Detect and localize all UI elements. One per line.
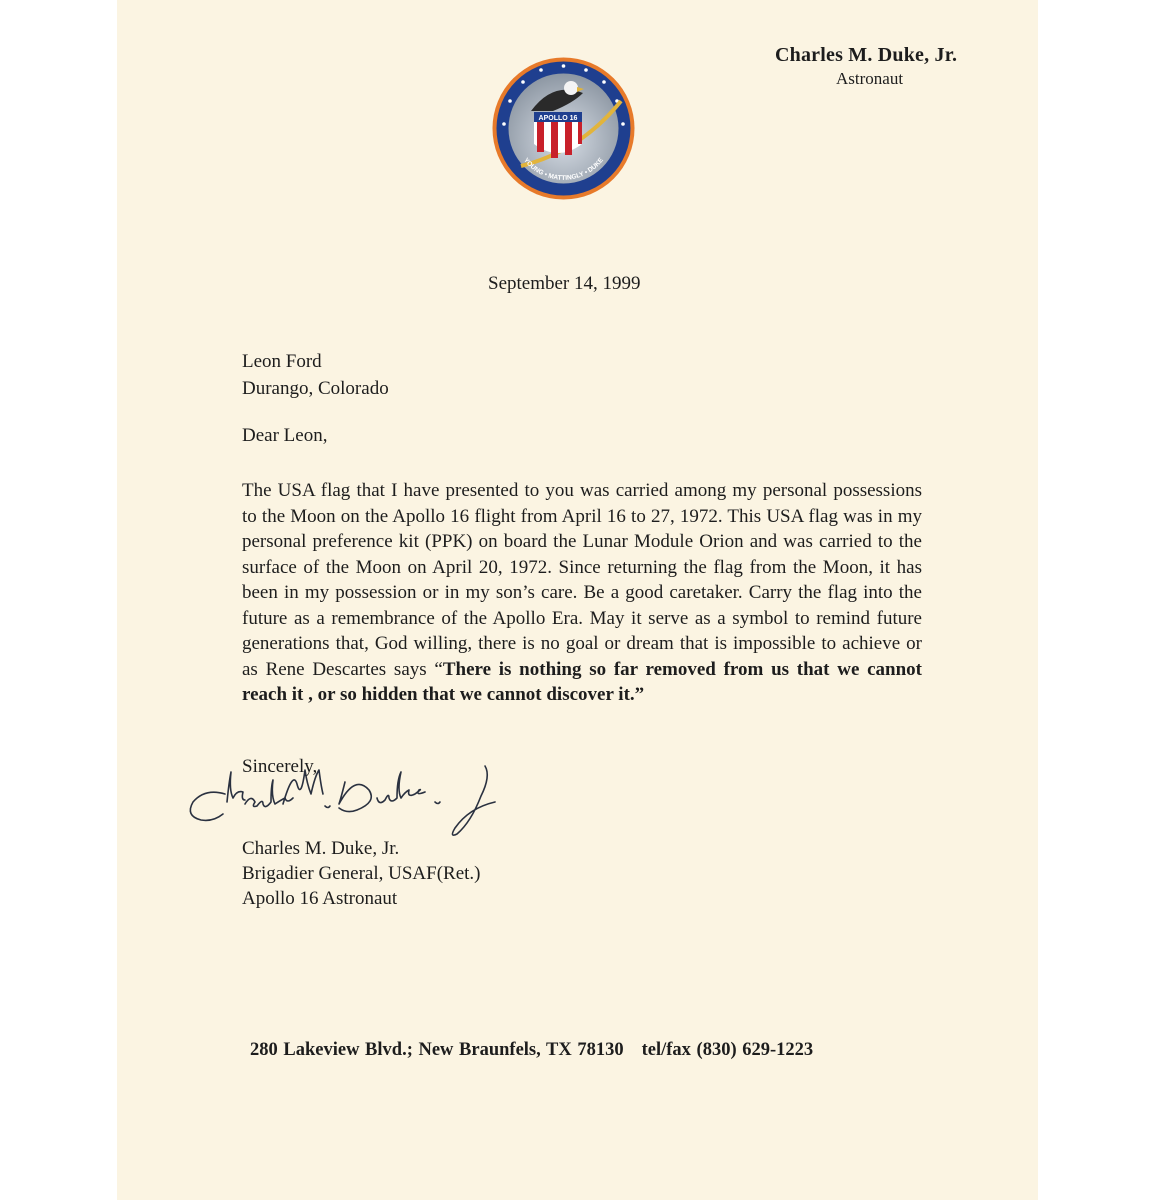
handwritten-signature xyxy=(185,762,515,842)
footer-phone: tel/fax (830) 629-1223 xyxy=(641,1040,814,1060)
recipient-block xyxy=(242,348,389,402)
letter-body xyxy=(242,478,922,708)
signer-block xyxy=(242,836,481,911)
letterhead-name: Charles M. Duke, Jr. xyxy=(775,44,958,66)
salutation: Dear Leon, xyxy=(242,425,328,446)
body-paragraph: The USA flag that I have presented to you was carried among my personal possessions to the Moon on the Apollo 16 flight from April 16 to 27, 1972. This USA flag was in my personal preference kit (PPK) on board the Lunar Module Orion and was carried to the surface of the Moon on April 20, 1972. Since returning the flag from the Moon, it has been in my possession or in my son’s care. Be a good caretaker. Carry the flag into the future as a remembrance of the Apollo Era. May it serve as a symbol to remind future generations that, God willing, there is no goal or dream that is impossible to achieve or as Rene Descartes says “ xyxy=(242,480,922,680)
recipient-name: Leon Ford xyxy=(242,351,322,372)
letterhead-title: Astronaut xyxy=(836,69,904,88)
descartes-quote: There is nothing so far removed from us that we cannot reach it , or so hidden that we cannot discover it.” xyxy=(242,658,923,705)
signer-name: Charles M. Duke, Jr. xyxy=(242,838,400,859)
letter-date: September 14, 1999 xyxy=(488,273,641,294)
signer-role: Apollo 16 Astronaut xyxy=(242,888,398,909)
patch-mission-label: APOLLO 16 xyxy=(538,115,578,122)
footer-address: 280 Lakeview Blvd.; New Braunfels, TX 78130 xyxy=(250,1040,624,1060)
recipient-location: Durango, Colorado xyxy=(242,378,389,399)
signer-rank: Brigadier General, USAF(Ret.) xyxy=(242,863,481,884)
letter-footer xyxy=(250,1040,813,1061)
apollo-16-patch-icon xyxy=(491,56,636,201)
patch-crew-label: YOUNG • MATTINGLY • DUKE xyxy=(522,156,605,182)
closing: Sincerely, xyxy=(242,756,318,777)
